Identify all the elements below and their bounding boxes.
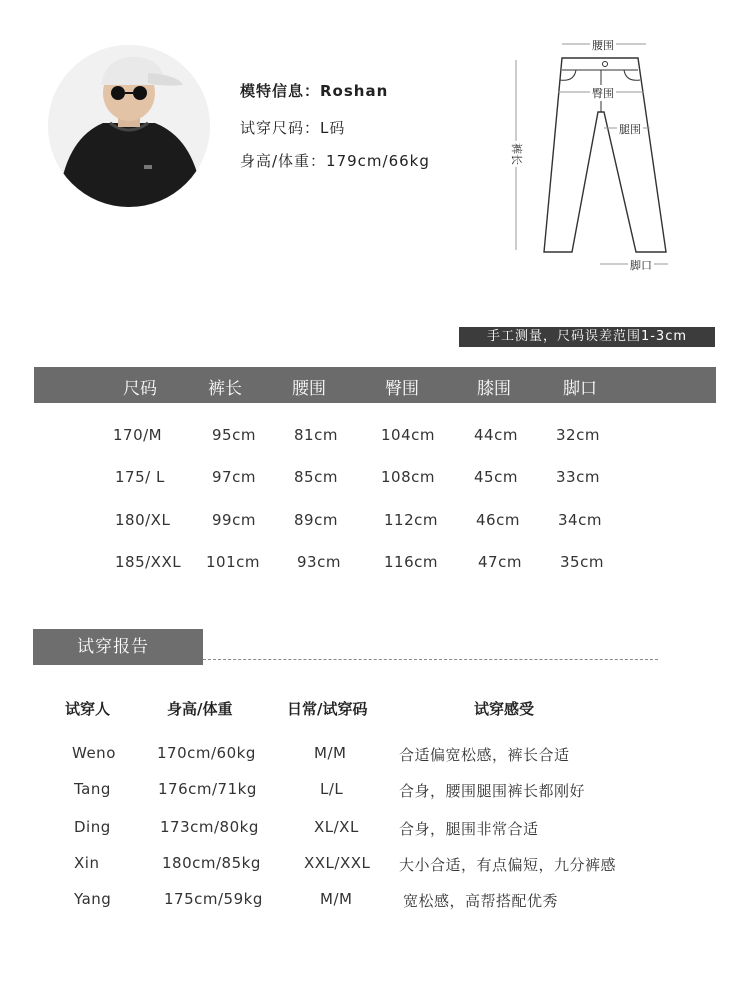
diagram-waist-label: 腰围: [592, 39, 614, 52]
size-cell: 108cm: [381, 468, 435, 486]
size-cell: 89cm: [294, 511, 338, 529]
size-header-waist: 腰围: [292, 379, 326, 399]
pants-diagram: [500, 30, 700, 280]
report-cell: M/M: [320, 890, 353, 908]
diagram-hip-label: 臀围: [592, 87, 614, 100]
report-cell: XL/XL: [314, 818, 359, 836]
diagram-hem-label: 脚口: [630, 259, 652, 272]
size-cell: 116cm: [384, 553, 438, 571]
report-cell: 170cm/60kg: [157, 744, 256, 762]
report-cell: L/L: [320, 780, 344, 798]
size-cell: 81cm: [294, 426, 338, 444]
report-cell: Tang: [74, 780, 111, 798]
size-header-length: 裤长: [208, 379, 242, 399]
measurement-note: 手工测量，尺码误差范围1-3cm: [459, 327, 715, 347]
diagram-length-label: 裤长: [510, 143, 523, 165]
size-cell: 99cm: [212, 511, 256, 529]
report-cell: 合适偏宽松感，裤长合适: [399, 746, 570, 764]
size-header-size: 尺码: [123, 379, 157, 399]
size-cell: 180/XL: [115, 511, 171, 529]
size-cell: 32cm: [556, 426, 600, 444]
size-cell: 47cm: [478, 553, 522, 571]
report-title: 试穿报告: [33, 629, 203, 665]
report-cell: XXL/XXL: [304, 854, 371, 872]
size-cell: 44cm: [474, 426, 518, 444]
model-avatar: [48, 45, 210, 207]
report-cell: 180cm/85kg: [162, 854, 261, 872]
report-header-body: 身高/体重: [167, 700, 233, 718]
size-cell: 93cm: [297, 553, 341, 571]
report-cell: Weno: [72, 744, 116, 762]
report-cell: 宽松感，高帮搭配优秀: [403, 892, 559, 910]
report-cell: 175cm/59kg: [164, 890, 263, 908]
size-cell: 95cm: [212, 426, 256, 444]
report-divider: [203, 659, 658, 660]
size-header-hip: 臀围: [385, 379, 419, 399]
model-body: 身高/体重：179cm/66kg: [240, 152, 430, 170]
report-cell: M/M: [314, 744, 347, 762]
report-cell: 合身，腿围非常合适: [399, 820, 539, 838]
report-cell: 大小合适，有点偏短，九分裤感: [399, 856, 617, 874]
report-header-tester: 试穿人: [65, 700, 111, 718]
size-header-hem: 脚口: [563, 379, 597, 399]
report-cell: Ding: [74, 818, 111, 836]
size-cell: 101cm: [206, 553, 260, 571]
size-cell: 170/M: [113, 426, 163, 444]
size-cell: 104cm: [381, 426, 435, 444]
report-cell: 合身，腰围腿围裤长都刚好: [399, 782, 586, 800]
size-cell: 45cm: [474, 468, 518, 486]
model-name: 模特信息：Roshan: [240, 82, 389, 100]
report-header-feeling: 试穿感受: [474, 700, 535, 718]
size-cell: 33cm: [556, 468, 600, 486]
size-cell: 35cm: [560, 553, 604, 571]
model-size: 试穿尺码：L码: [240, 119, 346, 137]
size-cell: 97cm: [212, 468, 256, 486]
report-cell: Yang: [74, 890, 112, 908]
size-cell: 112cm: [384, 511, 438, 529]
report-header-size: 日常/试穿码: [287, 700, 368, 718]
report-cell: 176cm/71kg: [158, 780, 257, 798]
size-cell: 85cm: [294, 468, 338, 486]
size-header-knee: 膝围: [477, 379, 511, 399]
report-cell: Xin: [74, 854, 100, 872]
diagram-thigh-label: 腿围: [619, 123, 641, 136]
size-cell: 185/XXL: [115, 553, 182, 571]
size-cell: 175/ L: [115, 468, 165, 486]
size-cell: 34cm: [558, 511, 602, 529]
report-cell: 173cm/80kg: [160, 818, 259, 836]
size-cell: 46cm: [476, 511, 520, 529]
